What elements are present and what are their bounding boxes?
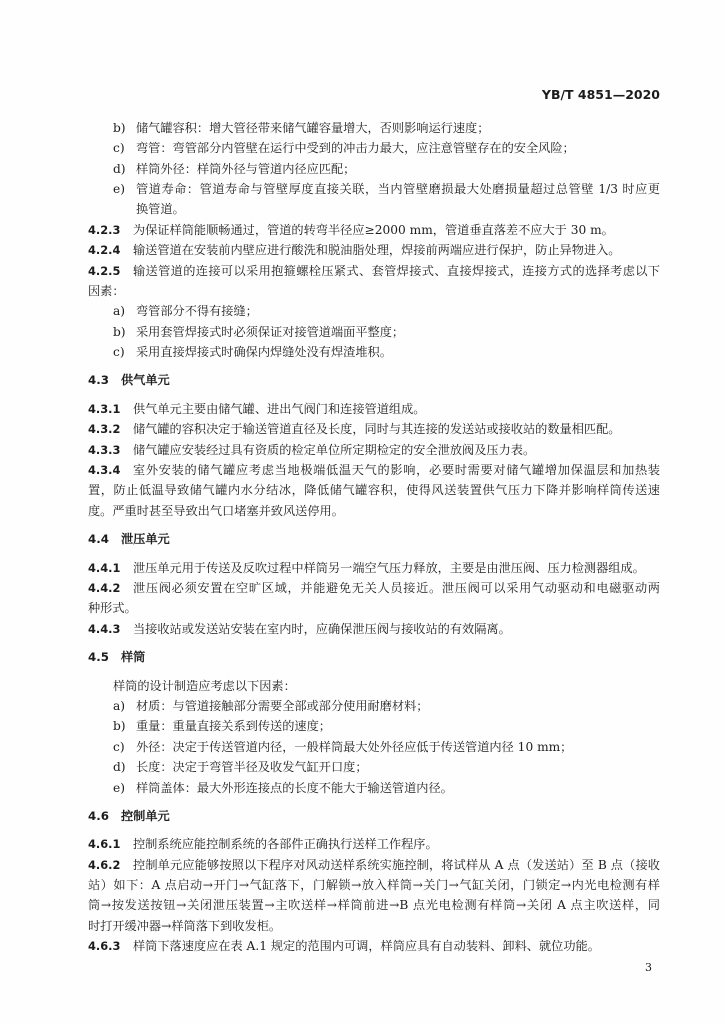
- list-item-label: c): [113, 345, 125, 360]
- section-number: 4.3: [88, 373, 109, 388]
- clause-text: 控制单元应能够按照以下程序对风动送样系统实施控制，将试样从 A 点（发送站）至 B 点（接收: [133, 857, 660, 872]
- list-item-text: 长度：决定于弯管半径及收发气缸开口度；: [136, 760, 368, 775]
- list-item: [0, 716, 724, 736]
- list-item: [0, 757, 724, 777]
- list-item: [0, 778, 724, 798]
- clause-number: 4.6.3: [88, 939, 121, 954]
- clause-number: 4.4.3: [88, 621, 121, 636]
- section-title: 样筒: [121, 650, 146, 665]
- clause-number: 4.4.2: [88, 581, 121, 595]
- text-line: [0, 936, 724, 956]
- text-line: [0, 261, 724, 281]
- text-line: [0, 240, 724, 260]
- list-item: [0, 696, 724, 716]
- text-line: [0, 598, 724, 618]
- clause-4-3-2: [0, 419, 724, 439]
- clause-number: 4.2.4: [88, 243, 121, 258]
- list-item-label: e): [113, 181, 125, 196]
- list-item: [0, 737, 724, 757]
- clause-number: 4.2.5: [88, 263, 121, 278]
- list-item-label: b): [113, 120, 126, 135]
- list-item-label: b): [113, 324, 126, 339]
- list-item-text: 采用套管焊接式时必须保证对接管道端面平整度；: [136, 324, 405, 339]
- list-item-label: a): [113, 304, 126, 319]
- section-heading: [0, 370, 724, 390]
- clause-4-6-2: [0, 855, 724, 937]
- list-item: [0, 179, 724, 199]
- list-item-text: 样筒外径：样筒外径与管道内径应匹配；: [136, 161, 356, 176]
- text-line: [0, 895, 724, 915]
- clause-text: 输送管道的连接可以采用抱箍螺栓压紧式、套管焊接式、直接焊接式，连接方式的选择考虑以下: [133, 263, 660, 278]
- section-number: 4.6: [88, 808, 109, 823]
- text-line: [0, 220, 724, 240]
- list-item-text: 储气罐容积：增大管径带来储气罐容量增大，否则影响运行速度；: [136, 120, 490, 135]
- list-item-text: 重量：重量直接关系到传送的速度；: [136, 719, 331, 734]
- list-item-text: 弯管：弯管部分内管壁在运行中受到的冲击力最大，应注意管壁存在的安全风险；: [136, 141, 575, 156]
- page-number: 3: [645, 961, 652, 974]
- list-item: [0, 138, 724, 158]
- clause-4-4-1: [0, 558, 724, 578]
- list-item: [0, 159, 724, 179]
- clause-text: 置，防止低温导致储气罐内水分结冰，降低储气罐容积，使得风送装置供气压力下降并影响样筒传送速: [88, 483, 660, 498]
- list-item-label: c): [113, 141, 125, 156]
- factor-list: [0, 696, 724, 798]
- list-item-label: a): [113, 698, 126, 713]
- clause-number: 4.6.2: [88, 857, 121, 872]
- text-line: [0, 480, 724, 500]
- clause-text: 室外安装的储气罐应考虑当地极端低温天气的影响，必要时需要对储气罐增加保温层和加热装: [133, 463, 660, 478]
- clause-number: 4.3.4: [88, 463, 121, 478]
- list-item-text: 材质：与管道接触部分需要全部或部分使用耐磨材料；: [136, 698, 429, 713]
- list-item-text: 管道寿命：管道寿命与管壁厚度直接关联，当内管壁磨损最大处磨损量超过总管壁 1/3 时应更: [136, 181, 660, 196]
- text-line: [0, 440, 724, 460]
- section-heading: [0, 806, 724, 826]
- list-item-label: c): [113, 739, 125, 754]
- clause-text: 控制系统应能控制系统的各部件正确执行送样工作程序。: [133, 837, 438, 852]
- text-line: [0, 619, 724, 639]
- clause-text: 站）如下：A 点启动→开门→气缸落下，门解锁→放入样筒→关门→气缸关闭，门锁定→内光电检测有样: [88, 878, 660, 893]
- clause-4-4-3: [0, 619, 724, 639]
- list-item: [0, 118, 724, 138]
- list-item: [0, 322, 724, 342]
- list-item-text: 采用直接焊接式时确保内焊缝处没有焊渣堆积。: [136, 345, 392, 360]
- text-line: [0, 834, 724, 854]
- text-line: [0, 916, 724, 936]
- clause-number: 4.6.1: [88, 837, 121, 852]
- clause-text: 储气罐的容积决定于输送管道直径及长度，同时与其连接的发送站或接收站的数量相匹配。: [133, 422, 621, 437]
- section-intro: [0, 676, 724, 696]
- clause-4-4-2: [0, 578, 724, 619]
- section-heading: [0, 647, 724, 667]
- clause-number: 4.3.3: [88, 442, 121, 457]
- clause-text: 筒→按发送按钮→关闭泄压装置→主吹送样→样筒前进→B 点光电检测有样筒→关闭 A 点主吹送样，同: [88, 898, 660, 913]
- clause-4-2-5: [0, 261, 724, 363]
- text-line: [0, 460, 724, 480]
- section-heading: [0, 529, 724, 549]
- section-title: 供气单元: [121, 373, 170, 388]
- clause-number: 4.3.2: [88, 422, 121, 437]
- text-line: [0, 419, 724, 439]
- clause-text: 当接收站或发送站安装在室内时，应确保泄压阀与接收站的有效隔离。: [133, 621, 511, 636]
- clause-text: 因素：: [88, 283, 125, 298]
- clause-4-6-3: [0, 936, 724, 956]
- standard-code-header: YB/T 4851—2020: [541, 87, 660, 102]
- clause-text: 样筒下落速度应在表 A.1 规定的范围内可调，样筒应具有自动装料、卸料、就位功能。: [133, 939, 600, 954]
- clause-number: 4.2.3: [88, 222, 121, 237]
- clause-4-3-4: [0, 460, 724, 521]
- clause-text: 泄压阀必须安置在空旷区域，并能避免无关人员接近。泄压阀可以采用气动驱动和电磁驱动两: [133, 581, 660, 595]
- clause-number: 4.3.1: [88, 401, 121, 416]
- text-line: [0, 281, 724, 301]
- text-line: [0, 558, 724, 578]
- section-title: 泄压单元: [121, 532, 170, 547]
- text-line: [0, 399, 724, 419]
- list-item: [0, 342, 724, 362]
- list-item-label: e): [113, 780, 125, 795]
- clause-text: 时打开缓冲器→样筒落下到收发柜。: [88, 918, 282, 933]
- clause-number: 4.4.1: [88, 560, 121, 575]
- list-item-text: 样筒盖体：最大外形连接点的长度不能大于输送管道内径。: [136, 780, 453, 795]
- clause-text: 为保证样筒能顺畅通过，管道的转弯半径应≥2000 mm，管道垂直落差不应大于 30 m。: [133, 222, 614, 237]
- clause-text: 输送管道在安装前内壁应进行酸洗和脱油脂处理，焊接前两端应进行保护，防止异物进入。: [133, 243, 621, 258]
- text-line: [0, 501, 724, 521]
- intro-text: 样筒的设计制造应考虑以下因素：: [113, 678, 296, 693]
- clause-4-2-4: [0, 240, 724, 260]
- clause-text: 储气罐应安装经过具有资质的检定单位所定期检定的安全泄放阀及压力表。: [133, 442, 536, 457]
- clause-text: 供气单元主要由储气罐、进出气阀门和连接管道组成。: [133, 401, 426, 416]
- list-item-label: b): [113, 719, 126, 734]
- clause-4-2-3: [0, 220, 724, 240]
- section-number: 4.4: [88, 532, 109, 547]
- clause-4-3-1: [0, 399, 724, 419]
- list-item-label: d): [113, 161, 126, 176]
- text-line: [0, 855, 724, 875]
- clause-text: 种形式。: [88, 601, 137, 616]
- text-line: [0, 875, 724, 895]
- section-number: 4.5: [88, 650, 109, 665]
- list-item-label: d): [113, 760, 126, 775]
- list-item-text: 弯管部分不得有接缝；: [136, 304, 258, 319]
- clause-text: 泄压单元用于传送及反吹过程中样筒另一端空气压力释放，主要是由泄压阀、压力检测器组成。: [133, 560, 645, 575]
- text-line: [0, 578, 724, 598]
- list-item: [0, 301, 724, 321]
- clause-text: 度。严重时甚至导致出气口堵塞并致风送停用。: [88, 503, 344, 518]
- clause-4-3-3: [0, 440, 724, 460]
- list-item-text: 外径：决定于传送管道内径，一般样筒最大处外径应低于传送管道内径 10 mm；: [136, 739, 573, 754]
- clause-4-6-1: [0, 834, 724, 854]
- page-body: [0, 118, 724, 957]
- continued-list: [0, 118, 724, 220]
- section-title: 控制单元: [121, 808, 170, 823]
- list-item-continued-line: [0, 199, 724, 219]
- list-item-text: 换管道。: [136, 202, 185, 217]
